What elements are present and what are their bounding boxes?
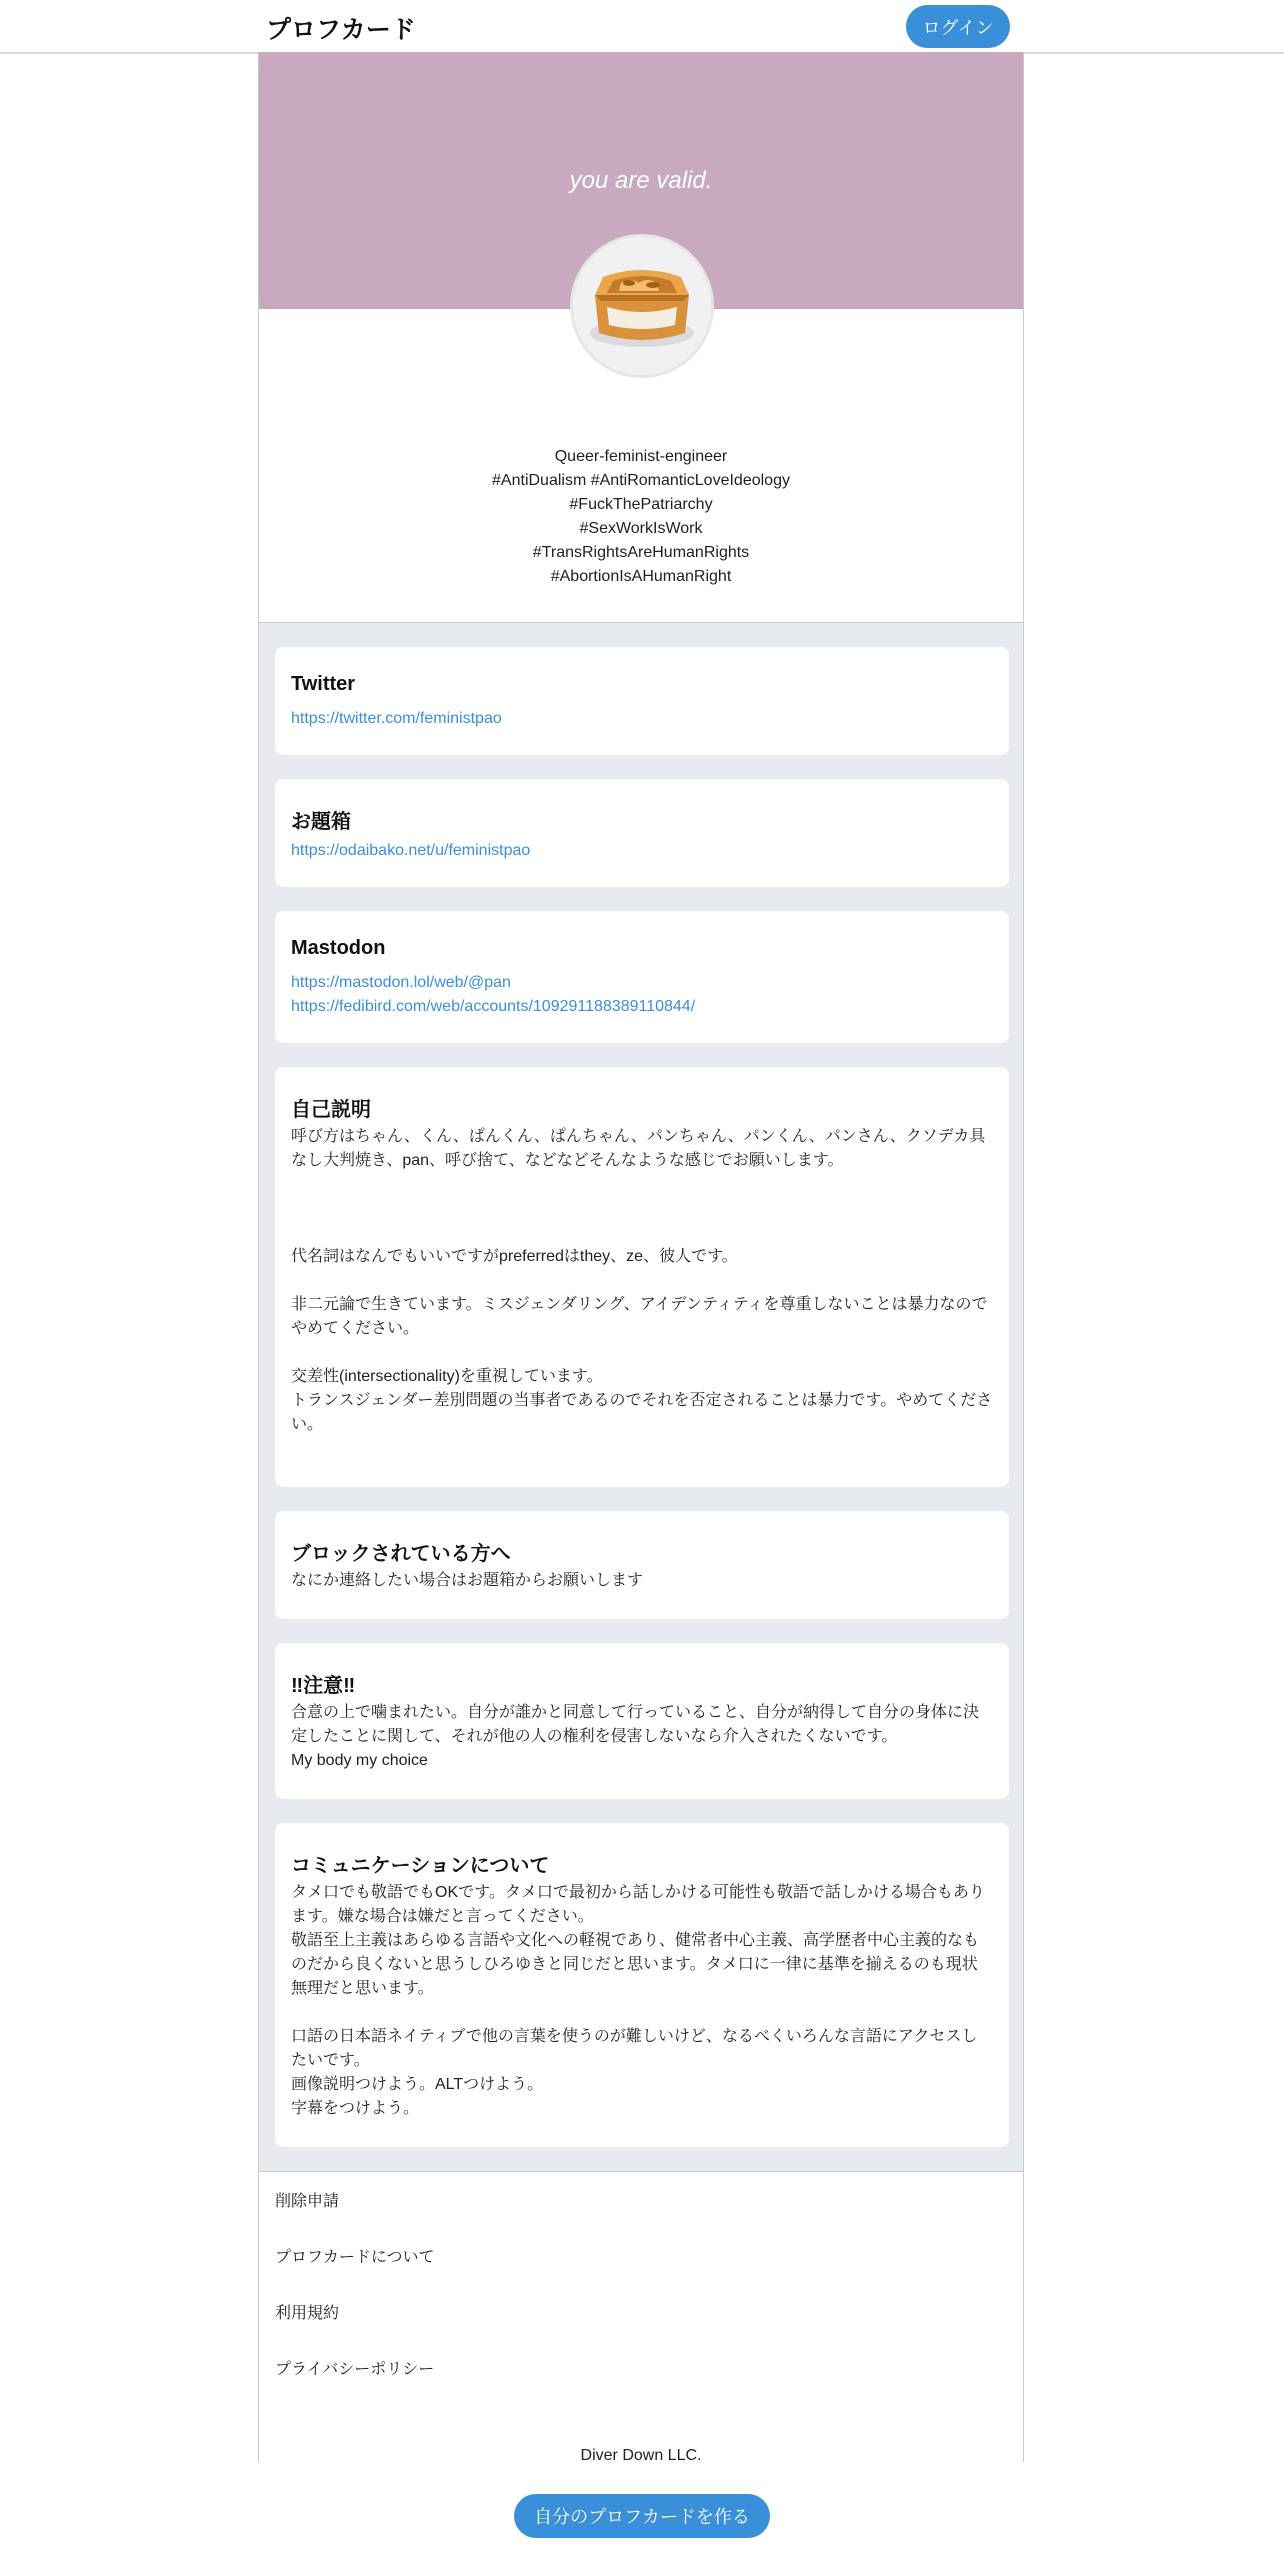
section-title: 自己説明 (291, 1099, 371, 1121)
fedibird-link[interactable]: https://fedibird.com/web/accounts/109291188389110844/ (291, 998, 696, 1015)
profile-card (258, 52, 1024, 2462)
sections-area (259, 622, 1023, 2172)
bio-line: #AbortionIsAHumanRight (550, 568, 732, 585)
section-body: なにか連絡したい場合はお題箱からお願いします (291, 1572, 644, 1589)
section-title: Mastodon (291, 937, 386, 959)
banner-text: you are valid. (569, 167, 713, 194)
section-title: Twitter (291, 673, 356, 695)
section-mastodon (275, 911, 1009, 1043)
section-twitter (275, 647, 1009, 755)
section-odaibako (275, 779, 1009, 887)
twitter-link[interactable]: https://twitter.com/feministpao (291, 710, 502, 727)
section-title: ‼注意‼ (291, 1675, 356, 1697)
bio-line: #SexWorkIsWork (579, 520, 703, 537)
footer-link-delete-request[interactable]: 削除申請 (275, 2193, 340, 2210)
site-title[interactable]: プロフカード (266, 16, 416, 44)
bio-line: #FuckThePatriarchy (569, 496, 713, 513)
section-title: お題箱 (291, 811, 351, 833)
bio-line: Queer-feminist-engineer (554, 448, 728, 465)
odaibako-link[interactable]: https://odaibako.net/u/feministpao (291, 842, 531, 859)
company-name: Diver Down LLC. (580, 2447, 702, 2464)
profile-bio (259, 445, 1023, 589)
footer-link-about[interactable]: プロフカードについて (275, 2249, 435, 2266)
section-title: ブロックされている方へ (291, 1543, 511, 1565)
bio-line: #AntiDualism #AntiRomanticLoveIdeology (492, 472, 790, 489)
create-profcard-button[interactable]: 自分のプロフカードを作る (514, 2494, 770, 2538)
section-self-description (275, 1067, 1009, 1487)
bio-line: #TransRightsAreHumanRights (532, 544, 750, 561)
footer-link-privacy[interactable]: プライバシーポリシー (275, 2361, 435, 2378)
section-body: 呼び方はちゃん、くん、ぱんくん、ぱんちゃん、パンちゃん、パンくん、パンさん、クソデカ具なし大判焼き、pan、呼び捨て、などなどそんなような感じでお願いします。 代名詞はなんでもいいですがpreferredはthey、ze、彼人です。 非二元論で生きています。ミスジェンダリング、アイデンティティを尊重しないことは暴力なのでやめてください。 交差性(intersectionality)を重視しています。 トランスジェンダー差別問題の当事者であるのでそれを否定されることは暴力です。やめてください。 (291, 1128, 993, 1433)
top-bar (0, 0, 1284, 54)
section-body: 合意の上で噛まれたい。自分が誰かと同意して行っていること、自分が納得して自分の身体に決定したことに関して、それが他の人の権利を侵害しないなら介入されたくないです。 My body my choice (291, 1704, 980, 1769)
footer-link-terms[interactable]: 利用規約 (275, 2305, 340, 2322)
toast-avatar-image (573, 237, 711, 375)
section-body: タメ口でも敬語でもOKです。タメ口で最初から話しかける可能性も敬語で話しかける場合もあります。嫌な場合は嫌だと言ってください。 敬語至上主義はあらゆる言語や文化への軽視であり、健常者中心主義、高学歴者中心主義的なものだから良くないと思うしひろゆきと同じだと思います。タメ口に一律に基準を揃えるのも現状無理だと思います。 口語の日本語ネイティブで他の言葉を使うのが難しいけど、なるべくいろんな言語にアクセスしたいです。 画像説明つけよう。ALTつけよう。 字幕をつけよう。 (291, 1884, 985, 2117)
section-notice (275, 1643, 1009, 1799)
section-blocked (275, 1511, 1009, 1619)
section-communication (275, 1823, 1009, 2147)
login-button[interactable]: ログイン (906, 5, 1010, 48)
mastodon-link[interactable]: https://mastodon.lol/web/@pan (291, 974, 511, 991)
avatar (570, 234, 714, 378)
section-title: コミュニケーションについて (291, 1855, 550, 1877)
